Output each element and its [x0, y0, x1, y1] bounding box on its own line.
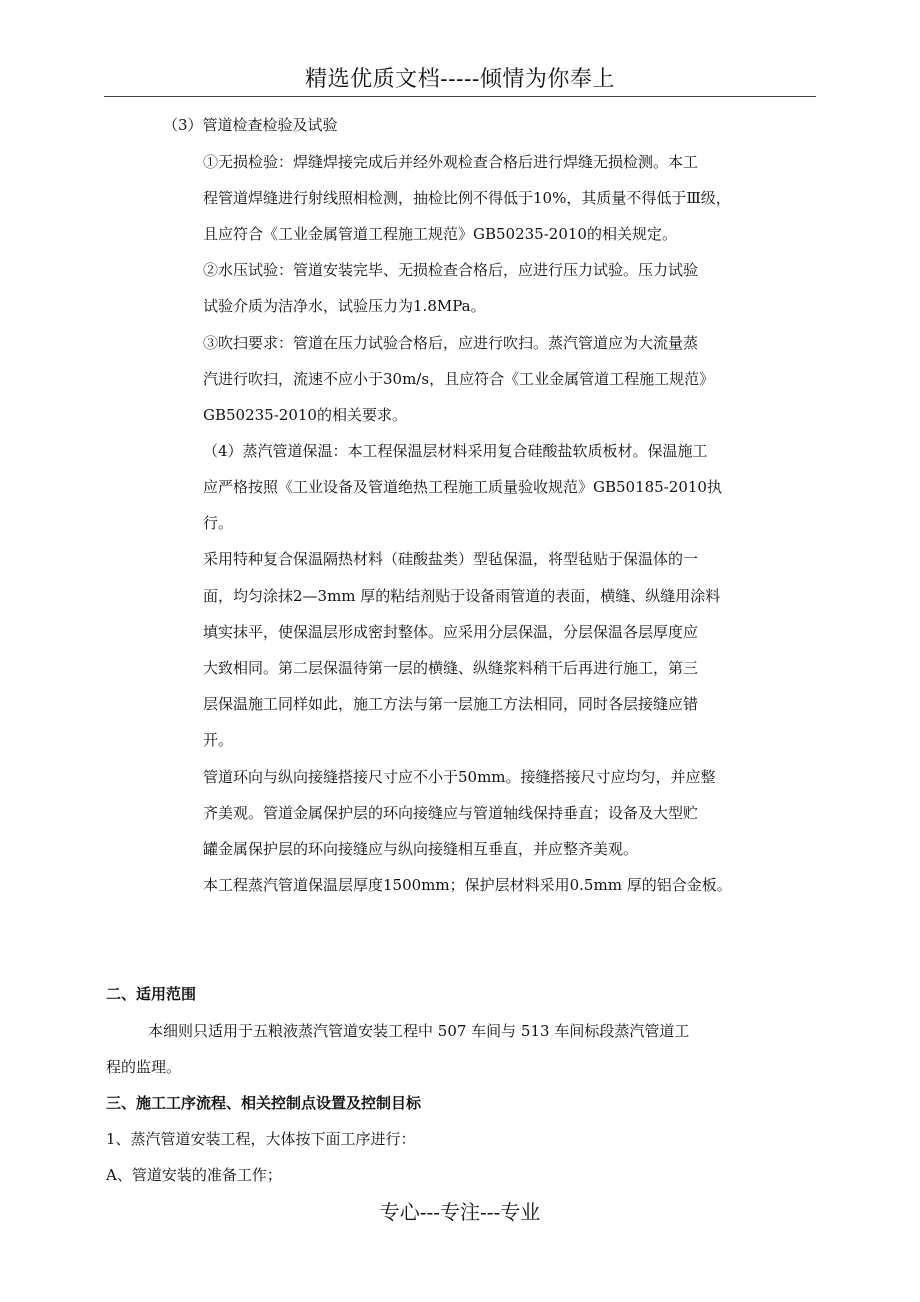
paragraph-line: 汽进行吹扫，流速不应小于30m/s，且应符合《工业金属管道工程施工规范》	[203, 370, 715, 388]
paragraph-line: 本细则只适用于五粮液蒸汽管道安装工程中 507 车间与 513 车间标段蒸汽管道工	[148, 1022, 690, 1040]
header-divider	[104, 96, 816, 97]
paragraph-line: 大致相同。第二层保温待第一层的横缝、纵缝浆料稍干后再进行施工，第三	[203, 659, 699, 677]
paragraph-line: 行。	[203, 514, 234, 532]
paragraph-line: 面，均匀涂抹2—3mm 厚的粘结剂贴于设备雨管道的表面，横缝、纵缝用涂料	[203, 587, 721, 605]
paragraph-line: 应严格按照《工业设备及管道绝热工程施工质量验收规范》GB50185-2010执	[203, 478, 722, 496]
subsection-heading-inspection: （3）管道检查检验及试验	[163, 116, 338, 134]
paragraph-line: 罐金属保护层的环向接缝应与纵向接缝相互垂直，并应整齐美观。	[203, 840, 639, 858]
page-footer: 专心---专注---专业	[379, 1200, 541, 1224]
page-header-title: 精选优质文档-----倾情为你奉上	[305, 67, 615, 92]
paragraph-line: 程的监理。	[106, 1058, 182, 1076]
paragraph-line: 试验介质为洁净水，试验压力为1.8MPa。	[203, 297, 486, 315]
list-item: 1、蒸汽管道安装工程，大体按下面工序进行：	[106, 1130, 416, 1148]
paragraph-line: 程管道焊缝进行射线照相检测，抽检比例不得低于10%，其质量不得低于Ⅲ级，	[203, 189, 731, 207]
subsection-heading-insulation: （4）蒸汽管道保温：本工程保温层材料采用复合硅酸盐软质板材。保温施工	[203, 442, 708, 460]
paragraph-line: ②水压试验：管道安装完毕、无损检查合格后，应进行压力试验。压力试验	[203, 261, 699, 279]
list-item: A、管道安装的准备工作；	[106, 1166, 282, 1184]
paragraph-line: 层保温施工同样如此，施工方法与第一层施工方法相同，同时各层接缝应错	[203, 695, 699, 713]
paragraph-line: 齐美观。管道金属保护层的环向接缝应与管道轴线保持垂直；设备及大型贮	[203, 804, 699, 822]
paragraph-line: 开。	[203, 731, 234, 749]
paragraph-line: 管道环向与纵向接缝搭接尺寸应不小于50mm。接缝搭接尺寸应均匀，并应整	[203, 768, 716, 786]
paragraph-line: GB50235-2010的相关要求。	[203, 406, 407, 424]
section-heading-process: 三、施工工序流程、相关控制点设置及控制目标	[106, 1094, 422, 1112]
paragraph-line: ①无损检验：焊缝焊接完成后并经外观检查合格后进行焊缝无损检测。本工	[203, 153, 699, 171]
paragraph-line: 且应符合《工业金属管道工程施工规范》GB50235-2010的相关规定。	[203, 225, 677, 243]
paragraph-line: 填实抹平，使保温层形成密封整体。应采用分层保温，分层保温各层厚度应	[203, 623, 699, 641]
paragraph-line: 采用特种复合保温隔热材料（硅酸盐类）型毡保温，将型毡贴于保温体的一	[203, 550, 699, 568]
paragraph-line: ③吹扫要求：管道在压力试验合格后，应进行吹扫。蒸汽管道应为大流量蒸	[203, 334, 699, 352]
paragraph-line: 本工程蒸汽管道保温层厚度1500mm；保护层材料采用0.5mm 厚的铝合金板。	[203, 876, 732, 894]
section-heading-scope: 二、适用范围	[106, 985, 197, 1003]
